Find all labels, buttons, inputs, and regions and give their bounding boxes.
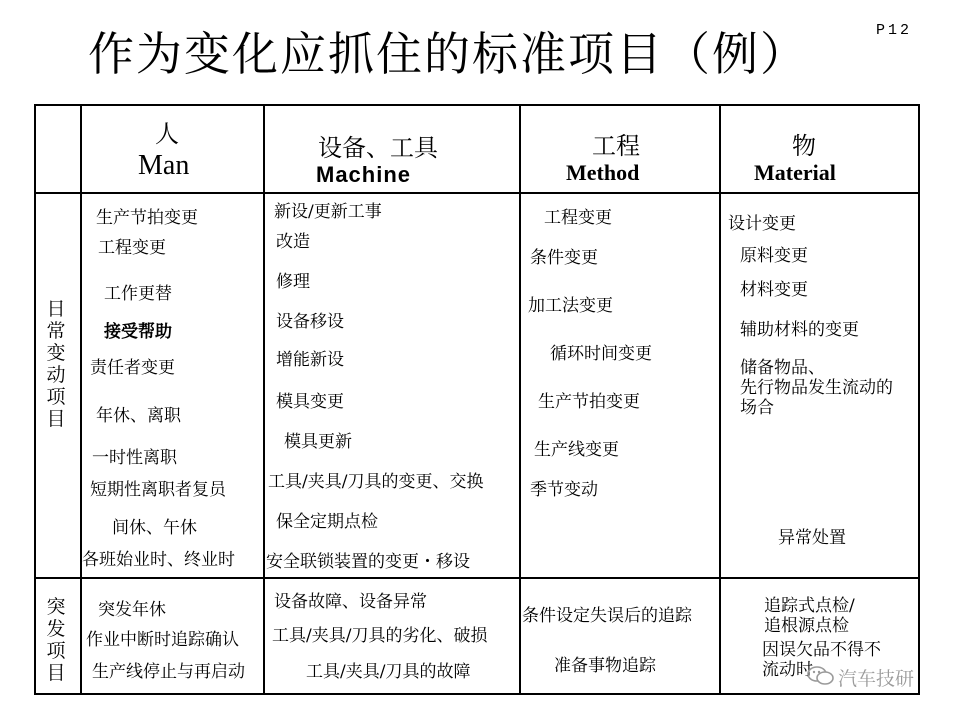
daily-machine-item: 设备移设	[276, 312, 344, 332]
daily-man-item: 责任者变更	[90, 358, 175, 378]
daily-method-item: 条件变更	[530, 248, 598, 268]
sudden-method-item: 条件设定失误后的追踪	[522, 606, 692, 626]
daily-machine-item: 保全定期点检	[276, 512, 378, 532]
table-col-divider-label	[80, 104, 82, 695]
sudden-method-item: 准备事物追踪	[554, 656, 656, 676]
table-row-divider	[34, 577, 920, 579]
sudden-man-item: 生产线停止与再启动	[92, 662, 245, 682]
daily-man-item: 短期性离职者复员	[90, 480, 226, 500]
daily-man-item: 接受帮助	[104, 322, 172, 342]
sudden-man-item: 突发年休	[98, 600, 166, 620]
sudden-material-item: 追踪式点检/ 追根源点检	[764, 596, 855, 636]
sudden-machine-item: 工具/夹具/刀具的故障	[306, 662, 471, 682]
row-label-daily: 日 常 变 动 项 目	[46, 298, 66, 430]
sudden-machine-item: 设备故障、设备异常	[274, 592, 427, 612]
sudden-machine-item: 工具/夹具/刀具的劣化、破损	[272, 626, 488, 646]
table-border-top	[34, 104, 920, 106]
header-material-en: Material	[754, 160, 836, 185]
daily-man-item: 生产节拍变更	[96, 208, 198, 228]
daily-method-item: 季节变动	[530, 480, 598, 500]
table-border-right	[918, 104, 920, 695]
table-header-divider	[34, 192, 920, 194]
daily-material-item: 异常处置	[778, 528, 846, 548]
wechat-icon	[806, 664, 836, 688]
daily-machine-item: 模具更新	[284, 432, 352, 452]
header-machine-en: Machine	[316, 162, 412, 187]
daily-machine-item: 改造	[276, 232, 310, 252]
page-title: 作为变化应抓住的标准项目（例）	[88, 27, 808, 81]
daily-machine-item: 修理	[276, 272, 310, 292]
header-man-en: Man	[138, 150, 190, 181]
sudden-material-item: 因误欠品不得不 流动时	[762, 640, 881, 680]
daily-material-item: 设计变更	[728, 214, 796, 234]
daily-machine-item: 增能新设	[276, 350, 344, 370]
daily-method-item: 生产线变更	[534, 440, 619, 460]
daily-man-item: 各班始业时、终业时	[82, 550, 235, 570]
daily-method-item: 加工法变更	[528, 296, 613, 316]
daily-material-item: 原料变更	[740, 246, 808, 266]
daily-material-item: 辅助材料的变更	[740, 320, 859, 340]
daily-machine-item: 模具变更	[276, 392, 344, 412]
daily-method-item: 工程变更	[544, 208, 612, 228]
daily-material-item: 储备物品、 先行物品发生流动的 场合	[740, 358, 893, 418]
header-material-cn: 物	[792, 132, 816, 160]
sudden-man-item: 作业中断时追踪确认	[86, 630, 239, 650]
daily-machine-item: 安全联锁装置的变更・移设	[266, 552, 470, 572]
table-col-divider-machine	[519, 104, 521, 695]
daily-man-item: 工程变更	[98, 238, 166, 258]
daily-man-item: 年休、离职	[96, 406, 181, 426]
daily-method-item: 循环时间变更	[550, 344, 652, 364]
header-man-cn: 人	[155, 120, 179, 148]
header-method-cn: 工程	[592, 132, 640, 160]
page-number: P12	[876, 22, 913, 39]
daily-method-item: 生产节拍变更	[538, 392, 640, 412]
watermark-text: 汽车技研	[838, 668, 915, 690]
table-col-divider-method	[719, 104, 721, 695]
row-label-sudden: 突 发 项 目	[46, 596, 66, 684]
table-col-divider-man	[263, 104, 265, 695]
table-border-bottom	[34, 693, 920, 695]
daily-machine-item: 工具/夹具/刀具的变更、交换	[268, 472, 484, 492]
daily-man-item: 工作更替	[104, 284, 172, 304]
daily-man-item: 间休、午休	[112, 518, 197, 538]
header-method-en: Method	[566, 160, 640, 185]
daily-material-item: 材料变更	[740, 280, 808, 300]
daily-man-item: 一时性离职	[92, 448, 177, 468]
header-machine-cn: 设备、工具	[318, 134, 438, 162]
table-border-left	[34, 104, 36, 695]
daily-machine-item: 新设/更新工事	[274, 202, 382, 222]
